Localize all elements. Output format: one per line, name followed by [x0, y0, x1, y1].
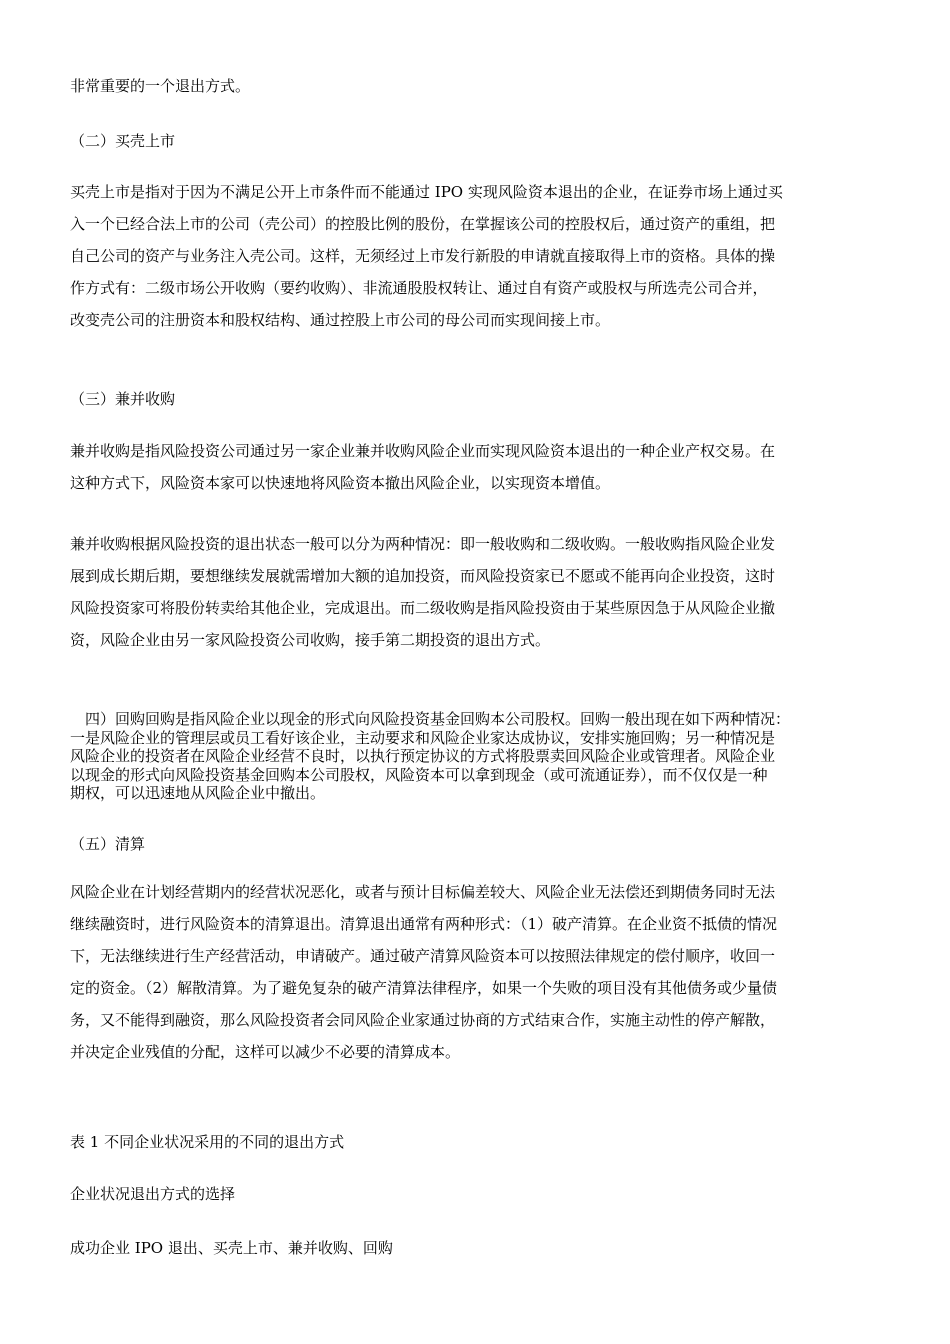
text-line: 兼并收购是指风险投资公司通过另一家企业兼并收购风险企业而实现风险资本退出的一种企业产权交易。在 [70, 442, 776, 460]
table-caption: 表 1 不同企业状况采用的不同的退出方式 [70, 1133, 345, 1151]
table-caption-block [70, 1126, 882, 1158]
table-header: 企业状况退出方式的选择 [70, 1185, 236, 1203]
text-line: 并决定企业残值的分配，这样可以减少不必要的清算成本。 [70, 1043, 461, 1061]
section-heading-2 [70, 125, 882, 157]
text-line: 定的资金。（2）解散清算。为了避免复杂的破产清算法律程序，如果一个失败的项目没有其他债务或少量债 [70, 979, 778, 997]
text-line: 买壳上市是指对于因为不满足公开上市条件而不能通过 IPO 实现风险资本退出的企业，在证券市场上通过买 [70, 183, 783, 201]
section-heading-5 [70, 828, 882, 860]
text-line: 非常重要的一个退出方式。 [70, 77, 251, 95]
table-row: 成功企业 IPO 退出、买壳上市、兼并收购、回购 [70, 1239, 393, 1257]
text-line: 风险企业的投资者在风险企业经营不良时，以执行预定协议的方式将股票卖回风险企业或管理者。风险企业 [70, 747, 776, 765]
heading-liquidation: （五）清算 [70, 835, 146, 853]
text-line: 入一个已经合法上市的公司（壳公司）的控股比例的股份，在掌握该公司的控股权后，通过资产的重组，把 [70, 215, 776, 233]
text-line: 作方式有：二级市场公开收购（要约收购）、非流通股股权转让、通过自有资产或股权与所选壳公司合并， [70, 279, 768, 297]
text-line: 风险企业在计划经营期内的经营状况恶化，或者与预计目标偏差较大、风险企业无法偿还到期债务同时无法 [70, 883, 776, 901]
heading-mergers: （三）兼并收购 [70, 390, 176, 408]
text-line: 四）回购回购是指风险企业以现金的形式向风险投资基金回购本公司股权。回购一般出现在如下两种情况： [70, 710, 791, 728]
paragraph-liquidation [70, 876, 882, 1068]
text-line: 继续融资时，进行风险资本的清算退出。清算退出通常有两种形式：（1）破产清算。在企业资不抵债的情况 [70, 915, 778, 933]
table-row-block [70, 1232, 882, 1264]
paragraph-mergers-a [70, 435, 882, 499]
paragraph-buy-shell [70, 176, 882, 336]
table-header-block [70, 1178, 882, 1210]
paragraph-intro-end [70, 70, 882, 102]
text-line: 期权，可以迅速地从风险企业中撤出。 [70, 784, 326, 802]
text-line: 展到成长期后期，要想继续发展就需增加大额的追加投资，而风险投资家已不愿或不能再向企业投资，这时 [70, 567, 776, 585]
text-line: 风险投资家可将股份转卖给其他企业，完成退出。而二级收购是指风险投资由于某些原因急于从风险企业撤 [70, 599, 776, 617]
text-line: 资，风险企业由另一家风险投资公司收购，接手第二期投资的退出方式。 [70, 631, 551, 649]
text-line: 一是风险企业的管理层或员工看好该企业，主动要求和风险企业家达成协议，安排实施回购；另一种情况是 [70, 728, 776, 747]
section-heading-3 [70, 383, 882, 415]
text-line: 下，无法继续进行生产经营活动，申请破产。通过破产清算风险资本可以按照法律规定的偿付顺序，收回一 [70, 947, 776, 965]
text-line: 改变壳公司的注册资本和股权结构、通过控股上市公司的母公司而实现间接上市。 [70, 311, 611, 329]
paragraph-buyback [70, 710, 882, 803]
text-line: 自己公司的资产与业务注入壳公司。这样，无须经过上市发行新股的申请就直接取得上市的资格。具体的操 [70, 247, 776, 265]
text-line: 务，又不能得到融资，那么风险投资者会同风险企业家通过协商的方式结束合作，实施主动性的停产解散， [70, 1011, 776, 1029]
paragraph-mergers-b [70, 528, 882, 656]
text-line: 兼并收购根据风险投资的退出状态一般可以分为两种情况：即一般收购和二级收购。一般收购指风险企业发 [70, 535, 776, 553]
heading-buy-shell: （二）买壳上市 [70, 132, 176, 150]
text-line: 这种方式下，风险资本家可以快速地将风险资本撤出风险企业，以实现资本增值。 [70, 474, 611, 492]
text-line: 以现金的形式向风险投资基金回购本公司股权，风险资本可以拿到现金（或可流通证券），而不仅仅是一种 [70, 765, 768, 784]
